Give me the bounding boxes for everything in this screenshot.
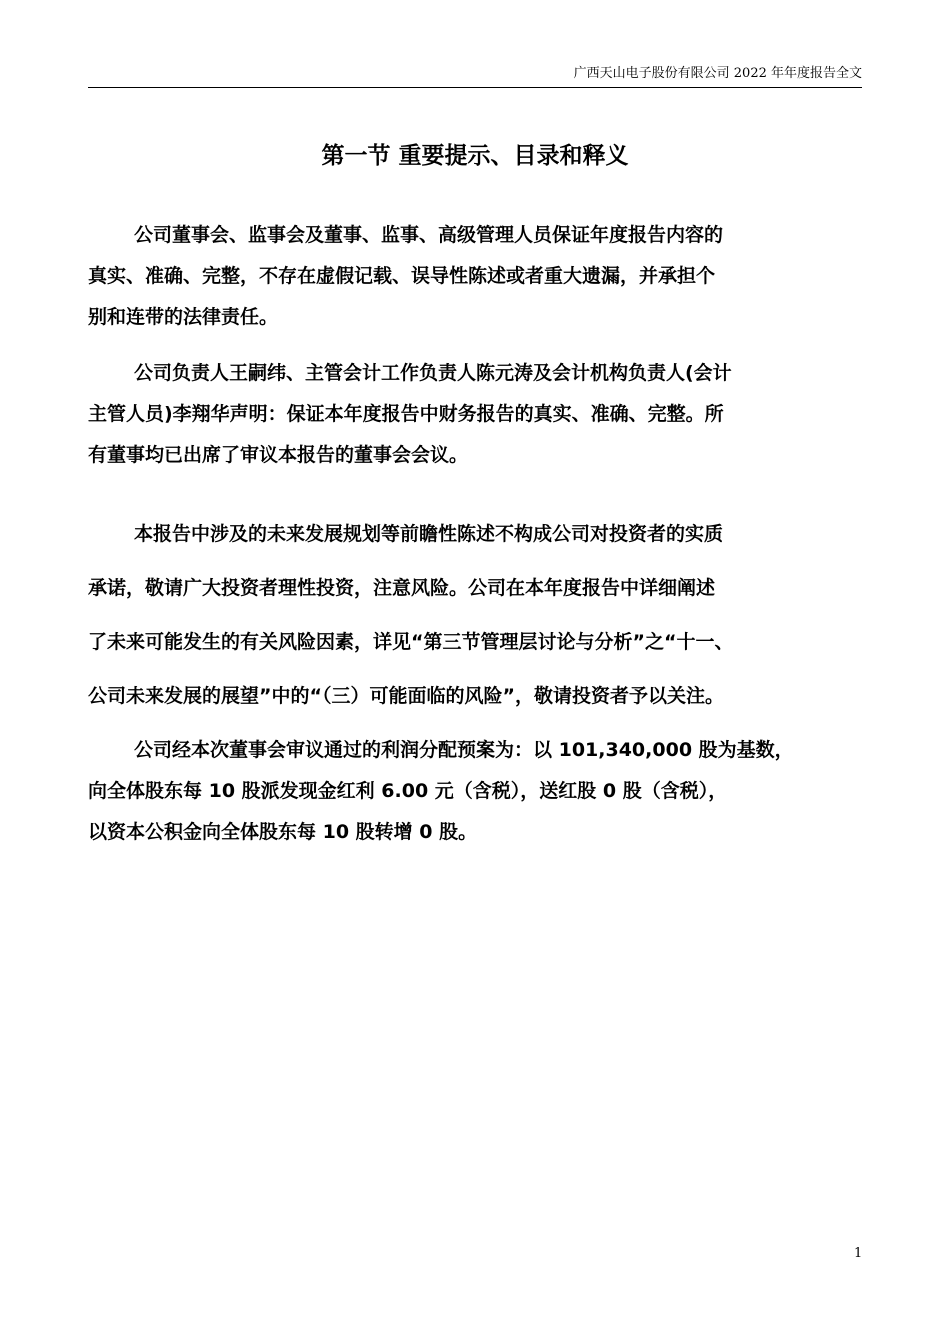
paragraph-line: 以资本公积金向全体股东每 10 股转增 0 股。	[88, 821, 478, 843]
paragraph-line: 真实、准确、完整，不存在虚假记载、误导性陈述或者重大遗漏，并承担个	[88, 265, 716, 287]
paragraph-line: 主管人员)李翔华声明：保证本年度报告中财务报告的真实、准确、完整。所	[88, 403, 724, 425]
paragraph-line: 向全体股东每 10 股派发现金红利 6.00 元（含税），送红股 0 股（含税），	[88, 780, 728, 802]
paragraph-profit-distribution	[88, 730, 863, 853]
header-divider	[88, 87, 862, 88]
paragraph-line: 本报告中涉及的未来发展规划等前瞻性陈述不构成公司对投资者的实质	[134, 523, 724, 545]
paragraph-line: 公司董事会、监事会及董事、监事、高级管理人员保证年度报告内容的	[134, 224, 724, 246]
paragraph-forward-looking-risk	[88, 507, 863, 723]
paragraph-line: 承诺，敬请广大投资者理性投资，注意风险。公司在本年度报告中详细阐述	[88, 577, 716, 599]
section-title: 第一节 重要提示、目录和释义	[321, 143, 629, 169]
paragraph-board-guarantee	[88, 215, 863, 338]
paragraph-line: 别和连带的法律责任。	[88, 306, 279, 328]
report-header-title: 广西天山电子股份有限公司 2022 年年度报告全文	[573, 66, 862, 81]
paragraph-line: 公司负责人王嗣纬、主管会计工作负责人陈元涛及会计机构负责人(会计	[134, 362, 732, 384]
page-number: 1	[854, 1246, 863, 1261]
paragraph-line: 公司经本次董事会审议通过的利润分配预案为：以 101,340,000 股为基数，	[134, 739, 794, 761]
paragraph-responsible-persons-statement	[88, 353, 863, 476]
paragraph-line: 公司未来发展的展望”中的“（三）可能面临的风险”，敬请投资者予以关注。	[88, 685, 724, 707]
paragraph-line: 了未来可能发生的有关风险因素，详见“第三节管理层讨论与分析”之“十一、	[88, 631, 734, 653]
paragraph-line: 有董事均已出席了审议本报告的董事会会议。	[88, 444, 469, 466]
